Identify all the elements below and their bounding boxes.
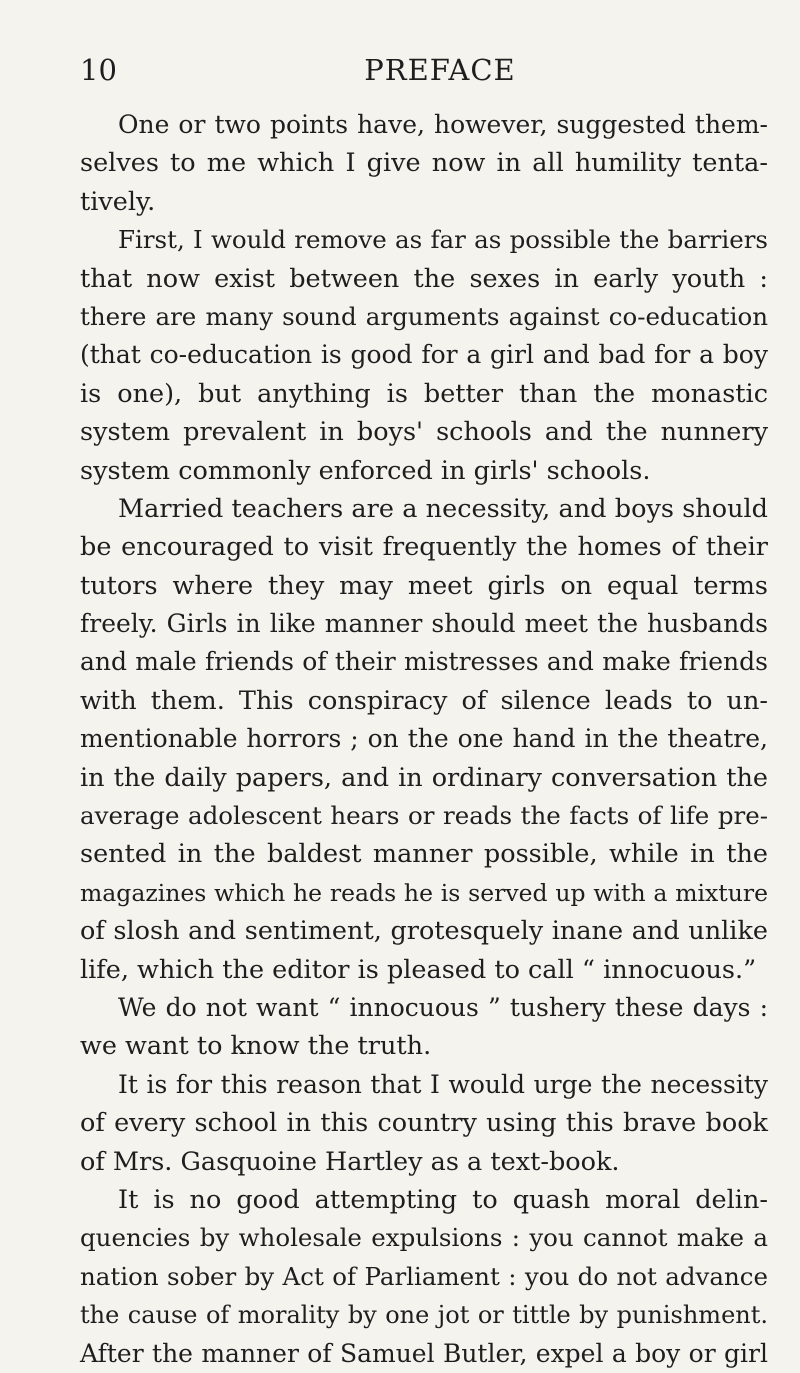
text-line: sented in the baldest manner possible, while in the xyxy=(80,839,768,870)
text-line: average adolescent hears or reads the facts of life pre- xyxy=(80,801,768,831)
text-line: system prevalent in boys' schools and the nunnery xyxy=(80,417,768,448)
text-line: be encouraged to visit frequently the homes of their xyxy=(80,532,768,563)
text-line: One or two points have, however, suggested them- xyxy=(118,110,768,139)
text-line: we want to know the truth. xyxy=(80,1031,432,1062)
text-line: life, which the editor is pleased to call “ innocuous.” xyxy=(80,954,757,985)
text-line: It is no good attempting to quash moral delin- xyxy=(118,1184,768,1215)
text-line: tively. xyxy=(80,186,156,217)
text-line: of every school in this country using this brave book xyxy=(80,1108,768,1139)
text-line: in the daily papers, and in ordinary conversation the xyxy=(80,762,768,793)
text-line: of Mrs. Gasquoine Hartley as a text-book. xyxy=(80,1146,620,1177)
text-line: Married teachers are a necessity, and boys should xyxy=(118,493,768,524)
text-line: We do not want “ innocuous ” tushery these days : xyxy=(118,992,768,1022)
text-line: (that co-education is good for a girl and bad for a boy xyxy=(80,340,768,370)
text-line: quencies by wholesale expulsions : you cannot make a xyxy=(80,1223,768,1253)
text-line: After the manner of Samuel Butler, expel a boy or girl xyxy=(80,1338,768,1368)
text-line: system commonly enforced in girls' schools. xyxy=(80,455,651,486)
text-line: freely. Girls in like manner should meet the husbands xyxy=(80,609,768,639)
text-line: mentionable horrors ; on the one hand in the theatre, xyxy=(80,724,768,754)
body-text xyxy=(80,106,768,1373)
text-line: It is for this reason that I would urge the necessity xyxy=(118,1069,768,1099)
page-number: 10 xyxy=(80,53,117,87)
text-line: First, I would remove as far as possible the barriers xyxy=(118,225,768,255)
text-line: selves to me which I give now in all humility tenta- xyxy=(80,148,768,179)
text-line: is one), but anything is better than the monastic xyxy=(80,378,768,409)
text-line: nation sober by Act of Parliament : you do not advance xyxy=(80,1261,768,1291)
text-line: and male friends of their mistresses and make friends xyxy=(80,647,768,677)
running-title: PREFACE xyxy=(364,53,516,87)
text-line: magazines which he reads he is served up with a mixture xyxy=(80,878,768,907)
text-line: there are many sound arguments against co-education xyxy=(80,301,768,331)
text-line: of slosh and sentiment, grotesquely inane and unlike xyxy=(80,916,768,947)
text-line: the cause of morality by one jot or tittle by punishment. xyxy=(80,1301,768,1330)
text-line: with them. This conspiracy of silence leads to un- xyxy=(80,685,768,716)
text-line: tutors where they may meet girls on equal terms xyxy=(80,570,768,601)
text-line: that now exist between the sexes in early youth : xyxy=(80,263,768,294)
